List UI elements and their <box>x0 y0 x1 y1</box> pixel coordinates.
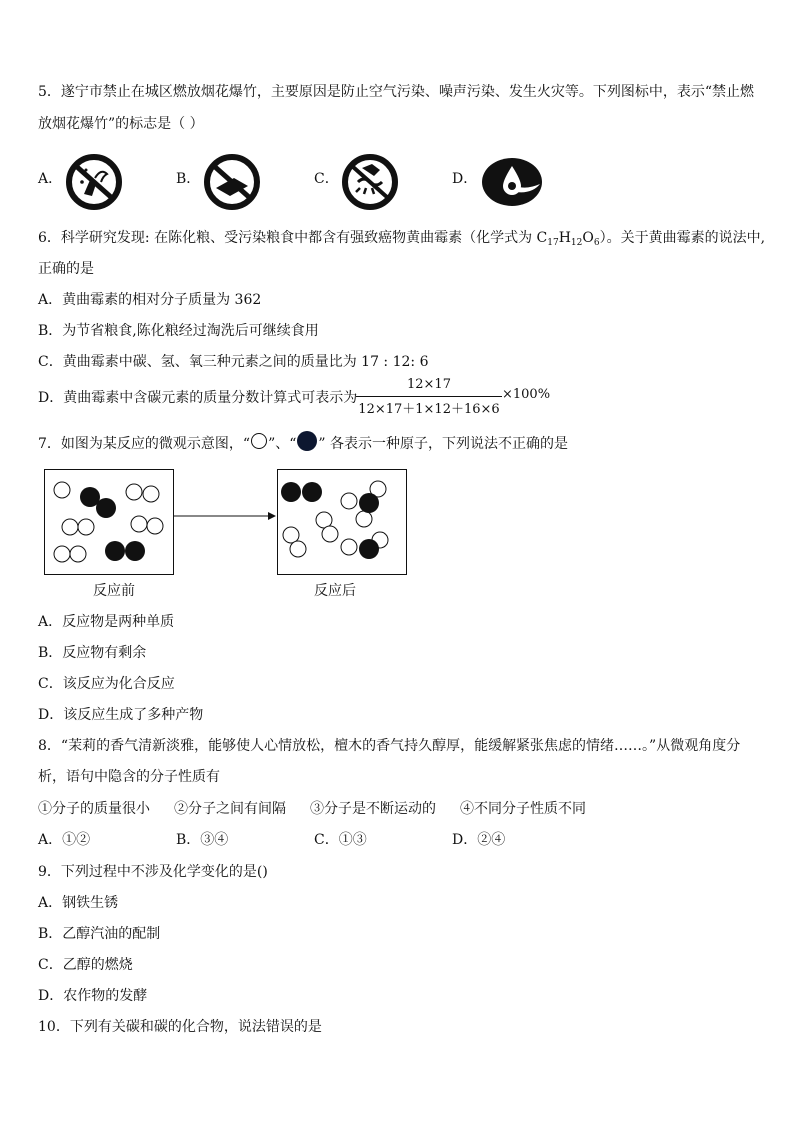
option-label: A． <box>38 171 63 187</box>
black-atom-icon <box>296 430 318 458</box>
no-smoking-icon <box>200 154 264 214</box>
mass-fraction-formula <box>356 377 502 416</box>
q8-property-4: ④不同分子性质不同 <box>460 801 586 817</box>
q6-option-b: B．为节省粮食,陈化粮经过淘洗后可继续食用 <box>38 323 319 339</box>
before-reaction-diagram <box>45 470 173 574</box>
q9-stem: 9．下列过程中不涉及化学变化的是() <box>38 864 268 880</box>
fraction-denominator: 12×17＋1×12＋16×6 <box>358 402 500 417</box>
q8-option-c: C．①③ <box>314 832 367 848</box>
before-reaction-box <box>44 469 174 575</box>
white-atom-icon <box>250 432 268 456</box>
formula-o-symbol: O <box>582 230 594 246</box>
q8-properties <box>38 799 758 819</box>
formula-h-count: 12 <box>570 238 583 248</box>
q8-property-2: ②分子之间有间隔 <box>174 801 286 817</box>
q6-option-c: C．黄曲霉素中碳、氢、氧三种元素之间的质量比为 17 : 12: 6 <box>38 354 429 370</box>
q9-option-d: D．农作物的发酵 <box>38 988 148 1004</box>
q6-stem-line1 <box>38 228 765 250</box>
q10-stem: 10．下列有关碳和碳的化合物，说法错误的是 <box>38 1019 322 1035</box>
formula-o-count: 6 <box>593 238 600 248</box>
q9-option-c: C．乙醇的燃烧 <box>38 957 133 973</box>
q8-property-3: ③分子是不断运动的 <box>310 801 436 817</box>
q8-property-1: ①分子的质量很小 <box>38 801 150 817</box>
q8-stem-line1: 8．“茉莉的香气清新淡雅，能够使人心情放松，檀木的香气持久醇厚，能缓解紧张焦虑的情绪……。”从微观角度分 <box>38 738 741 754</box>
q6-option-d: D．黄曲霉素中含碳元素的质量分数计算式可表示为 <box>38 390 358 406</box>
q8-stem-line2: 析，语句中隐含的分子性质有 <box>38 769 220 785</box>
fraction-numerator: 12×17 <box>407 377 451 392</box>
q6-option-a: A．黄曲霉素的相对分子质量为 362 <box>38 292 262 308</box>
q6-stem-line2: 正确的是 <box>38 261 94 277</box>
water-saving-icon <box>476 154 548 214</box>
fraction-percent: ×100% <box>502 387 551 402</box>
option-label: D． <box>452 171 478 187</box>
formula-c-count: 17 <box>547 238 559 248</box>
option-label: B． <box>176 171 201 187</box>
after-reaction-box <box>277 469 407 575</box>
after-reaction-diagram <box>278 470 406 574</box>
q7-stem-post: ” 各表示一种原子，下列说法不正确的是 <box>318 436 569 452</box>
q9-option-a: A．钢铁生锈 <box>38 895 119 911</box>
q7-option-d: D．该反应生成了多种产物 <box>38 707 204 723</box>
q8-option-a: A．①② <box>38 832 91 848</box>
q5-stem-line1: 5．遂宁市禁止在城区燃放烟花爆竹，主要原因是防止空气污染、噪声污染、发生火灾等。下列图标中，表示“禁止燃 <box>38 84 755 100</box>
no-littering-icon <box>338 154 402 214</box>
q5-options <box>38 154 758 204</box>
formula-h-symbol: H <box>558 230 571 246</box>
q7-option-b: B．反应物有剩余 <box>38 645 147 661</box>
no-fireworks-icon <box>62 154 126 214</box>
q7-stem-pre: 7．如图为某反应的微观示意图，“ <box>38 436 251 452</box>
q9-option-b: B．乙醇汽油的配制 <box>38 926 161 942</box>
q7-option-c: C．该反应为化合反应 <box>38 676 175 692</box>
before-reaction-caption: 反应前 <box>93 583 135 599</box>
option-label: C． <box>314 171 339 187</box>
q7-stem-mid: ”、“ <box>268 436 297 452</box>
q6-stem-pre: 6．科学研究发现: 在陈化粮、受污染粮食中都含有强致癌物黄曲霉素（化学式为 C <box>38 230 548 246</box>
q8-option-b: B．③④ <box>176 832 229 848</box>
q6-stem-post: ）。关于黄曲霉素的说法中, <box>599 230 766 246</box>
q8-option-d: D．②④ <box>452 832 506 848</box>
q7-option-a: A．反应物是两种单质 <box>38 614 175 630</box>
q8-options <box>38 830 758 850</box>
fraction-bar <box>356 396 502 397</box>
reaction-arrow <box>174 509 278 523</box>
q5-stem-line2: 放烟花爆竹”的标志是（ ） <box>38 116 204 132</box>
after-reaction-caption: 反应后 <box>314 583 356 599</box>
q7-stem <box>38 430 568 458</box>
